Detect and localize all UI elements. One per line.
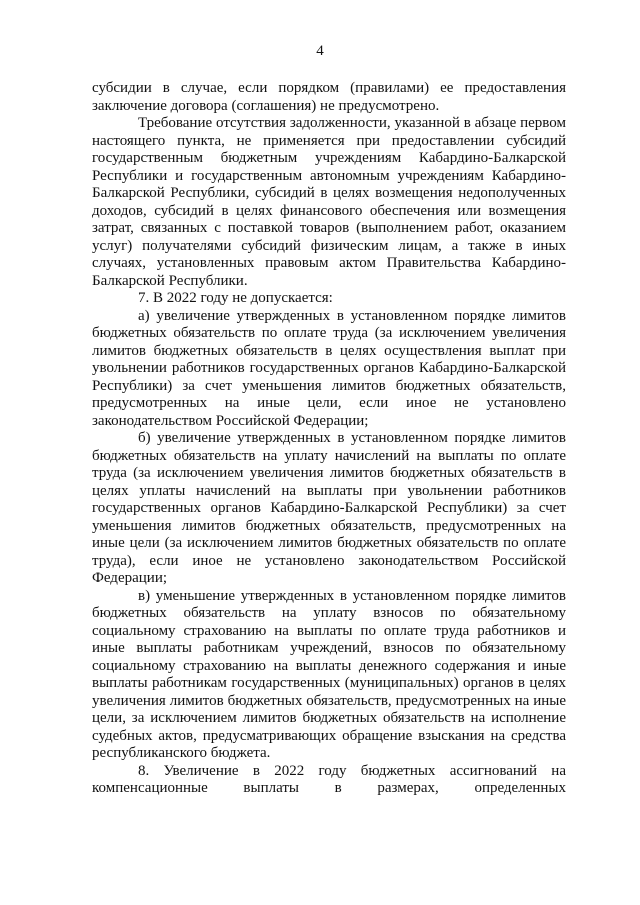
paragraph-item-7v: в) уменьшение утвержденных в установленном порядке лимитов бюджетных обязательств на уплату взносов по обязательному социальному страхованию на выплаты по оплате труда работников и иные выплаты работникам учреждений, взносов по обязательному социальному страхованию на выплаты денежного содержания и иные выплаты работникам государственных (муниципальных) органов в целях увеличения лимитов бюджетных обязательств, предусмотренных на иные цели, за исключением лимитов бюджетных обязательств на исполнение судебных актов, предусматривающих обращение взыскания на средства республиканского бюджета.	[92, 587, 566, 761]
paragraph-item-7: 7. В 2022 году не допускается:	[138, 290, 333, 306]
paragraph-item-7b: б) увеличение утвержденных в установленном порядке лимитов бюджетных обязательств на уплату начислений на выплаты по оплате труда (за исключением увеличения лимитов бюджетных обязательств в целях уплаты начислений на выплаты при увольнении работников государственных органов Кабардино-Балкарской Республики) за счет уменьшения лимитов бюджетных обязательств, предусмотренных на иные цели (за исключением лимитов бюджетных обязательств по оплате труда), если иное не установлено законодательством Российской Федерации;	[92, 430, 566, 586]
paragraph-item-7a: а) увеличение утвержденных в установленном порядке лимитов бюджетных обязательств по оплате труда (за исключением увеличения лимитов бюджетных обязательств в целях осуществления выплат при увольнении работников государственных органов Кабардино-Балкарской Республики) за счет уменьшения лимитов бюджетных обязательств, предусмотренных на иные цели, если иное не установлено законодательством Российской Федерации;	[92, 307, 566, 429]
document-body	[92, 80, 566, 798]
page-number: 4	[316, 43, 324, 59]
paragraph-item-8: 8. Увеличение в 2022 году бюджетных ассигнований на компенсационные выплаты в размерах, определенных	[92, 762, 566, 796]
paragraph-subsidy-contract: субсидии в случае, если порядком (правилами) ее предоставления заключение договора (соглашения) не предусмотрено.	[92, 80, 566, 114]
paragraph-debt-requirement: Требование отсутствия задолженности, указанной в абзаце первом настоящего пункта, не применяется при предоставлении субсидий государственным бюджетным учреждениям Кабардино-Балкарской Республики и государственным автономным учреждениям Кабардино-Балкарской Республики, субсидий в целях возмещения недополученных доходов, субсидий в целях финансового обеспечения или возмещения затрат, связанных с поставкой товаров (выполнением работ, оказанием услуг) получателями субсидий физическим лицам, а также в иных случаях, установленных правовым актом Правительства Кабардино-Балкарской Республики.	[92, 115, 566, 289]
